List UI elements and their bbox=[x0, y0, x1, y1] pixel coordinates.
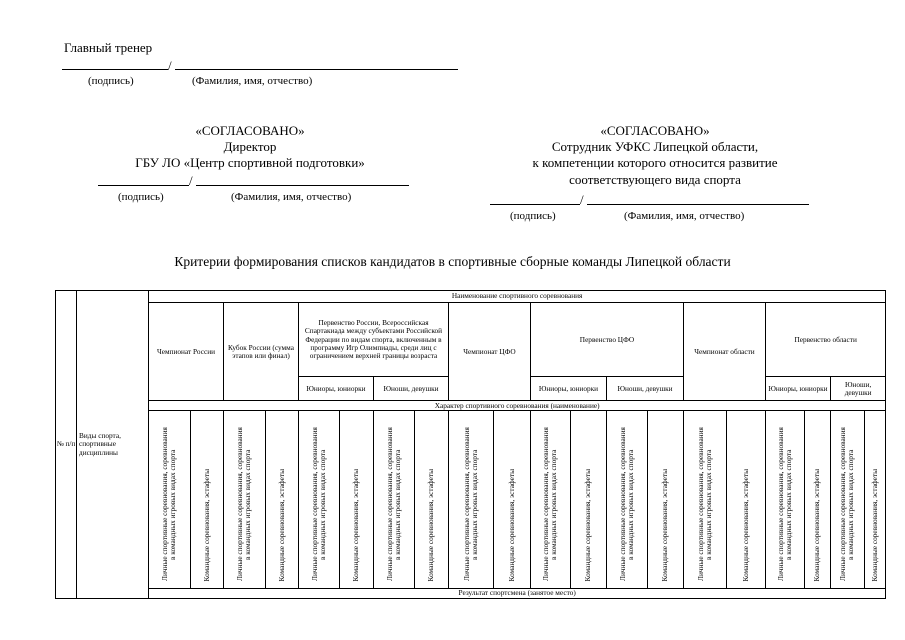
comp-7-juniors: Юниоры, юниорки bbox=[766, 377, 831, 401]
type-team-10: Командные соревнования, эстафеты bbox=[865, 411, 886, 588]
approval-right-competence: к компетенции которого относится развитие bbox=[532, 155, 778, 170]
approval-left-slash: / bbox=[189, 173, 193, 188]
comp-5-juniors: Юниоры, юниорки bbox=[531, 377, 607, 401]
type-individual-2: Личные спортивные соревнования, соревнования в командных игровых видах спорта bbox=[224, 411, 266, 588]
approval-right-signature-line[interactable] bbox=[490, 204, 580, 205]
comp-3-youth: Юноши, девушки bbox=[374, 377, 449, 401]
col-sports-header: Виды спорта, спортивные дисциплины bbox=[77, 291, 149, 599]
comp-3-juniors: Юниоры, юниорки bbox=[299, 377, 374, 401]
criteria-table bbox=[55, 290, 886, 599]
head-coach-signature-line[interactable] bbox=[62, 69, 168, 70]
competition-character-header: Характер спортивного соревнования (наименование) bbox=[149, 401, 886, 411]
type-team-6: Командные соревнования, эстафеты bbox=[571, 411, 607, 588]
type-individual-4: Личные спортивные соревнования, соревнования в командных игровых видах спорта bbox=[374, 411, 415, 588]
type-individual-7: Личные спортивные соревнования, соревнования в командных игровых видах спорта bbox=[607, 411, 648, 588]
athlete-result-footer: Результат спортсмена (занятое место) bbox=[149, 588, 886, 598]
comp-russia-cup: Кубок России (сумма этапов или финал) bbox=[224, 303, 299, 401]
approval-right-name-line[interactable] bbox=[587, 204, 809, 205]
approval-right-slash: / bbox=[580, 192, 584, 207]
type-individual-8: Личные спортивные соревнования, соревнования в командных игровых видах спорта bbox=[684, 411, 727, 588]
approval-right-name-caption: (Фамилия, имя, отчество) bbox=[624, 210, 745, 222]
type-individual-9: Личные спортивные соревнования, соревнования в командных игровых видах спорта bbox=[766, 411, 805, 588]
comp-5-youth: Юноши, девушки bbox=[607, 377, 684, 401]
type-team-3: Командные соревнования, эстафеты bbox=[340, 411, 374, 588]
comp-russia-championship: Чемпионат России bbox=[149, 303, 224, 401]
approval-left-title: «СОГЛАСОВАНО» bbox=[195, 123, 305, 138]
type-individual-3: Личные спортивные соревнования, соревнования в командных игровых видах спорта bbox=[299, 411, 340, 588]
approval-right-title: «СОГЛАСОВАНО» bbox=[600, 123, 710, 138]
type-team-9: Командные соревнования, эстафеты bbox=[805, 411, 831, 588]
head-coach-slash: / bbox=[168, 58, 172, 73]
type-individual-1: Личные спортивные соревнования, соревнования в командных игровых видах спорта bbox=[149, 411, 191, 588]
approval-left-signature-line[interactable] bbox=[98, 185, 189, 186]
approval-right-sign-caption: (подпись) bbox=[510, 210, 556, 222]
document-title: Критерии формирования списков кандидатов в спортивные сборные команды Липецкой области bbox=[174, 254, 731, 269]
head-coach-title: Главный тренер bbox=[64, 40, 153, 55]
type-individual-5: Личные спортивные соревнования, соревнования в командных игровых видах спорта bbox=[449, 411, 494, 588]
head-coach-name-caption: (Фамилия, имя, отчество) bbox=[192, 75, 313, 87]
head-coach-sign-caption: (подпись) bbox=[88, 75, 134, 87]
type-team-7: Командные соревнования, эстафеты bbox=[648, 411, 684, 588]
type-team-2: Командные соревнования, эстафеты bbox=[266, 411, 299, 588]
type-team-1: Командные соревнования, эстафеты bbox=[191, 411, 224, 588]
comp-region-junior-championship: Первенство области bbox=[766, 303, 886, 377]
comp-russia-junior-championship: Первенство России, Всероссийская Спартакиада между субъектами Российской Федерации по видам спорта, включенным в программу Игр Олимпиады, среди лиц с ограничением верхней границы возраста bbox=[299, 303, 449, 377]
approval-right-sport: соответствующего вида спорта bbox=[569, 172, 741, 187]
comp-cfo-championship: Чемпионат ЦФО bbox=[449, 303, 531, 401]
col-number-header: № п/п bbox=[56, 291, 77, 599]
type-individual-10: Личные спортивные соревнования, соревнования в командных игровых видах спорта bbox=[831, 411, 865, 588]
approval-left-name-caption: (Фамилия, имя, отчество) bbox=[231, 191, 352, 203]
approval-left-sign-caption: (подпись) bbox=[118, 191, 164, 203]
head-coach-name-line[interactable] bbox=[175, 69, 458, 70]
type-team-8: Командные соревнования, эстафеты bbox=[727, 411, 766, 588]
approval-left-position: Директор bbox=[223, 139, 277, 154]
approval-right-position: Сотрудник УФКС Липецкой области, bbox=[551, 139, 759, 154]
competition-name-header: Наименование спортивного соревнования bbox=[149, 291, 886, 303]
type-individual-6: Личные спортивные соревнования, соревнования в командных игровых видах спорта bbox=[531, 411, 571, 588]
type-team-4: Командные соревнования, эстафеты bbox=[415, 411, 449, 588]
approval-left-name-line[interactable] bbox=[196, 185, 409, 186]
comp-region-championship: Чемпионат области bbox=[684, 303, 766, 401]
approval-left-organization: ГБУ ЛО «Центр спортивной подготовки» bbox=[135, 155, 365, 170]
comp-cfo-junior-championship: Первенство ЦФО bbox=[531, 303, 684, 377]
type-team-5: Командные соревнования, эстафеты bbox=[494, 411, 531, 588]
comp-7-youth: Юноши, девушки bbox=[831, 377, 886, 401]
